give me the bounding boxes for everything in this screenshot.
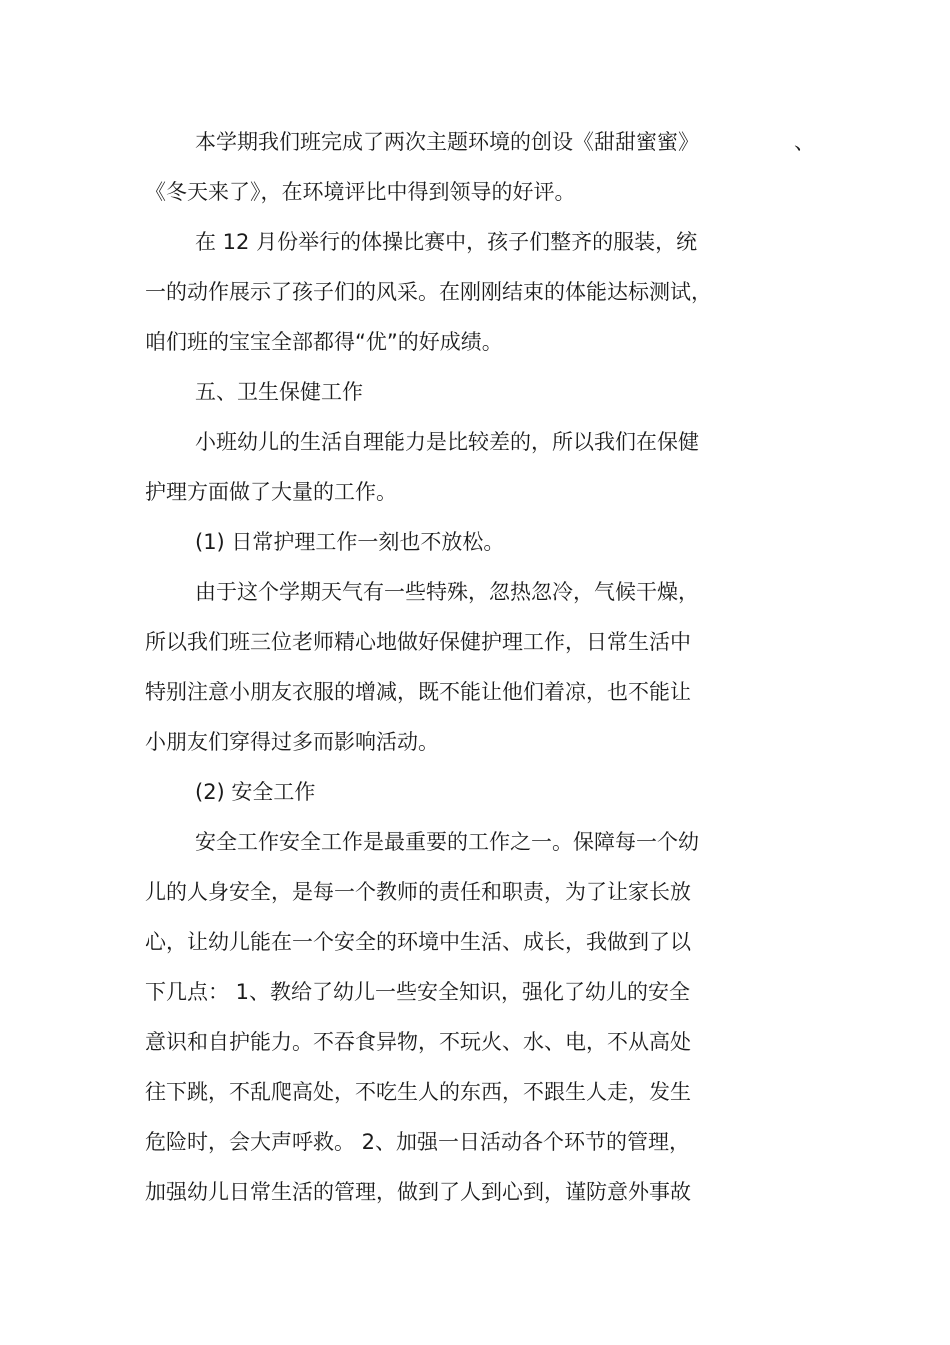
paragraph-line: 往下跳，不乱爬高处，不吃生人的东西，不跟生人走，发生 xyxy=(145,1080,691,1104)
paragraph-line: 咱们班的宝宝全部都得“优”的好成绩。 xyxy=(145,330,503,354)
paragraph-line: 在 12 月份举行的体操比赛中，孩子们整齐的服装，统 xyxy=(195,230,698,254)
paragraph-line: 儿的人身安全，是每一个教师的责任和职责，为了让家长放 xyxy=(145,880,691,904)
section-heading: 五、卫生保健工作 xyxy=(195,380,363,404)
subheading: (1) 日常护理工作一刻也不放松。 xyxy=(195,530,505,554)
paragraph-line: 危险时，会大声呼救。 2、加强一日活动各个环节的管理， xyxy=(145,1130,691,1154)
paragraph-line: 心，让幼儿能在一个安全的环境中生活、成长，我做到了以 xyxy=(145,930,691,954)
paragraph-line: 特别注意小朋友衣服的增减，既不能让他们着凉，也不能让 xyxy=(145,680,691,704)
paragraph-line: 由于这个学期天气有一些特殊，忽热忽冷，气候干燥， xyxy=(195,580,699,604)
paragraph-line: 一的动作展示了孩子们的风采。在刚刚结束的体能达标测试， xyxy=(145,280,712,304)
trailing-punctuation: 、 xyxy=(794,130,815,154)
paragraph-line: 护理方面做了大量的工作。 xyxy=(145,480,397,504)
paragraph-line: 《冬天来了》，在环境评比中得到领导的好评。 xyxy=(145,180,576,204)
paragraph-line: 意识和自护能力。不吞食异物，不玩火、水、电，不从高处 xyxy=(145,1030,691,1054)
paragraph-line: 下几点： 1、教给了幼儿一些安全知识，强化了幼儿的安全 xyxy=(145,980,691,1004)
paragraph-line: 加强幼儿日常生活的管理，做到了人到心到，谨防意外事故 xyxy=(145,1180,691,1204)
paragraph-line: 本学期我们班完成了两次主题环境的创设《甜甜蜜蜜》 xyxy=(195,130,699,154)
paragraph-line: 小班幼儿的生活自理能力是比较差的，所以我们在保健 xyxy=(195,430,699,454)
paragraph-line: 小朋友们穿得过多而影响活动。 xyxy=(145,730,439,754)
subheading: (2) 安全工作 xyxy=(195,780,316,804)
paragraph-line: 安全工作安全工作是最重要的工作之一。保障每一个幼 xyxy=(195,830,699,854)
paragraph-line: 所以我们班三位老师精心地做好保健护理工作，日常生活中 xyxy=(145,630,691,654)
